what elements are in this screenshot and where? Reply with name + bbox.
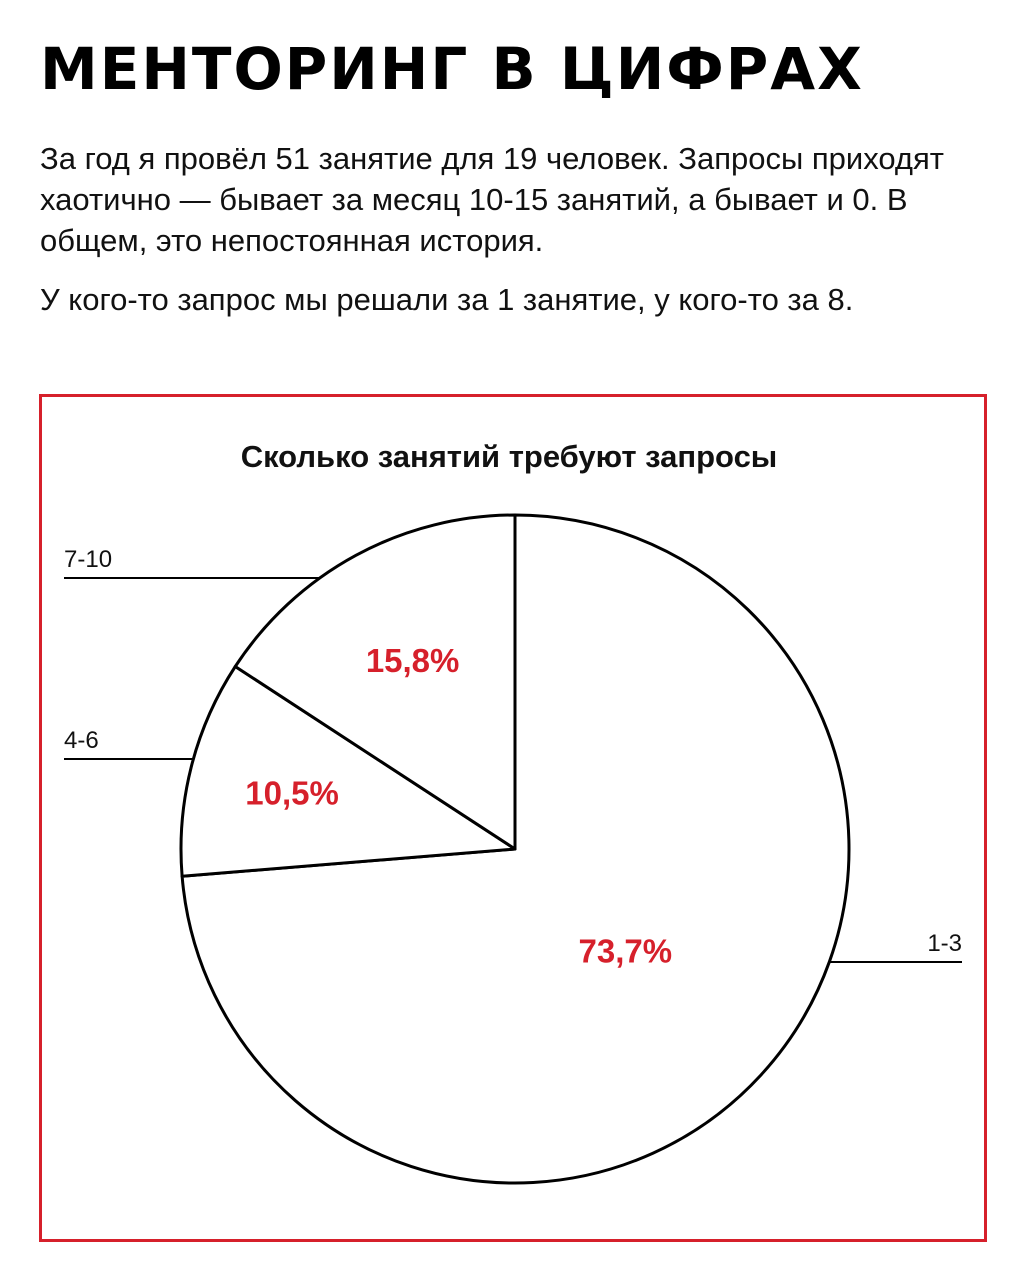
- chart-frame: [39, 394, 987, 1242]
- category-label: 4-6: [64, 727, 99, 754]
- category-label: 1-3: [927, 930, 962, 957]
- page-title: МЕНТОРИНГ В ЦИФРАХ: [40, 35, 864, 103]
- pie-slices: [181, 515, 849, 1183]
- pie-chart: [42, 397, 984, 1239]
- chart-title: Сколько занятий требуют запросы: [240, 439, 778, 474]
- pie-percent-label: 15,8%: [365, 641, 460, 679]
- category-label: 7-10: [64, 546, 113, 573]
- intro-paragraph: За год я провёл 51 занятие для 19 человек. Запросы приходят хаотично — бывает за месяц 10-15 занятий, а бывает и 0. В общем, это непостоянная история.: [40, 141, 944, 258]
- pie-percent-label: 73,7%: [578, 932, 673, 970]
- sessions-range-paragraph: У кого-то запрос мы решали за 1 занятие, у кого-то за 8.: [40, 282, 854, 317]
- pie-percent-label: 10,5%: [245, 774, 339, 812]
